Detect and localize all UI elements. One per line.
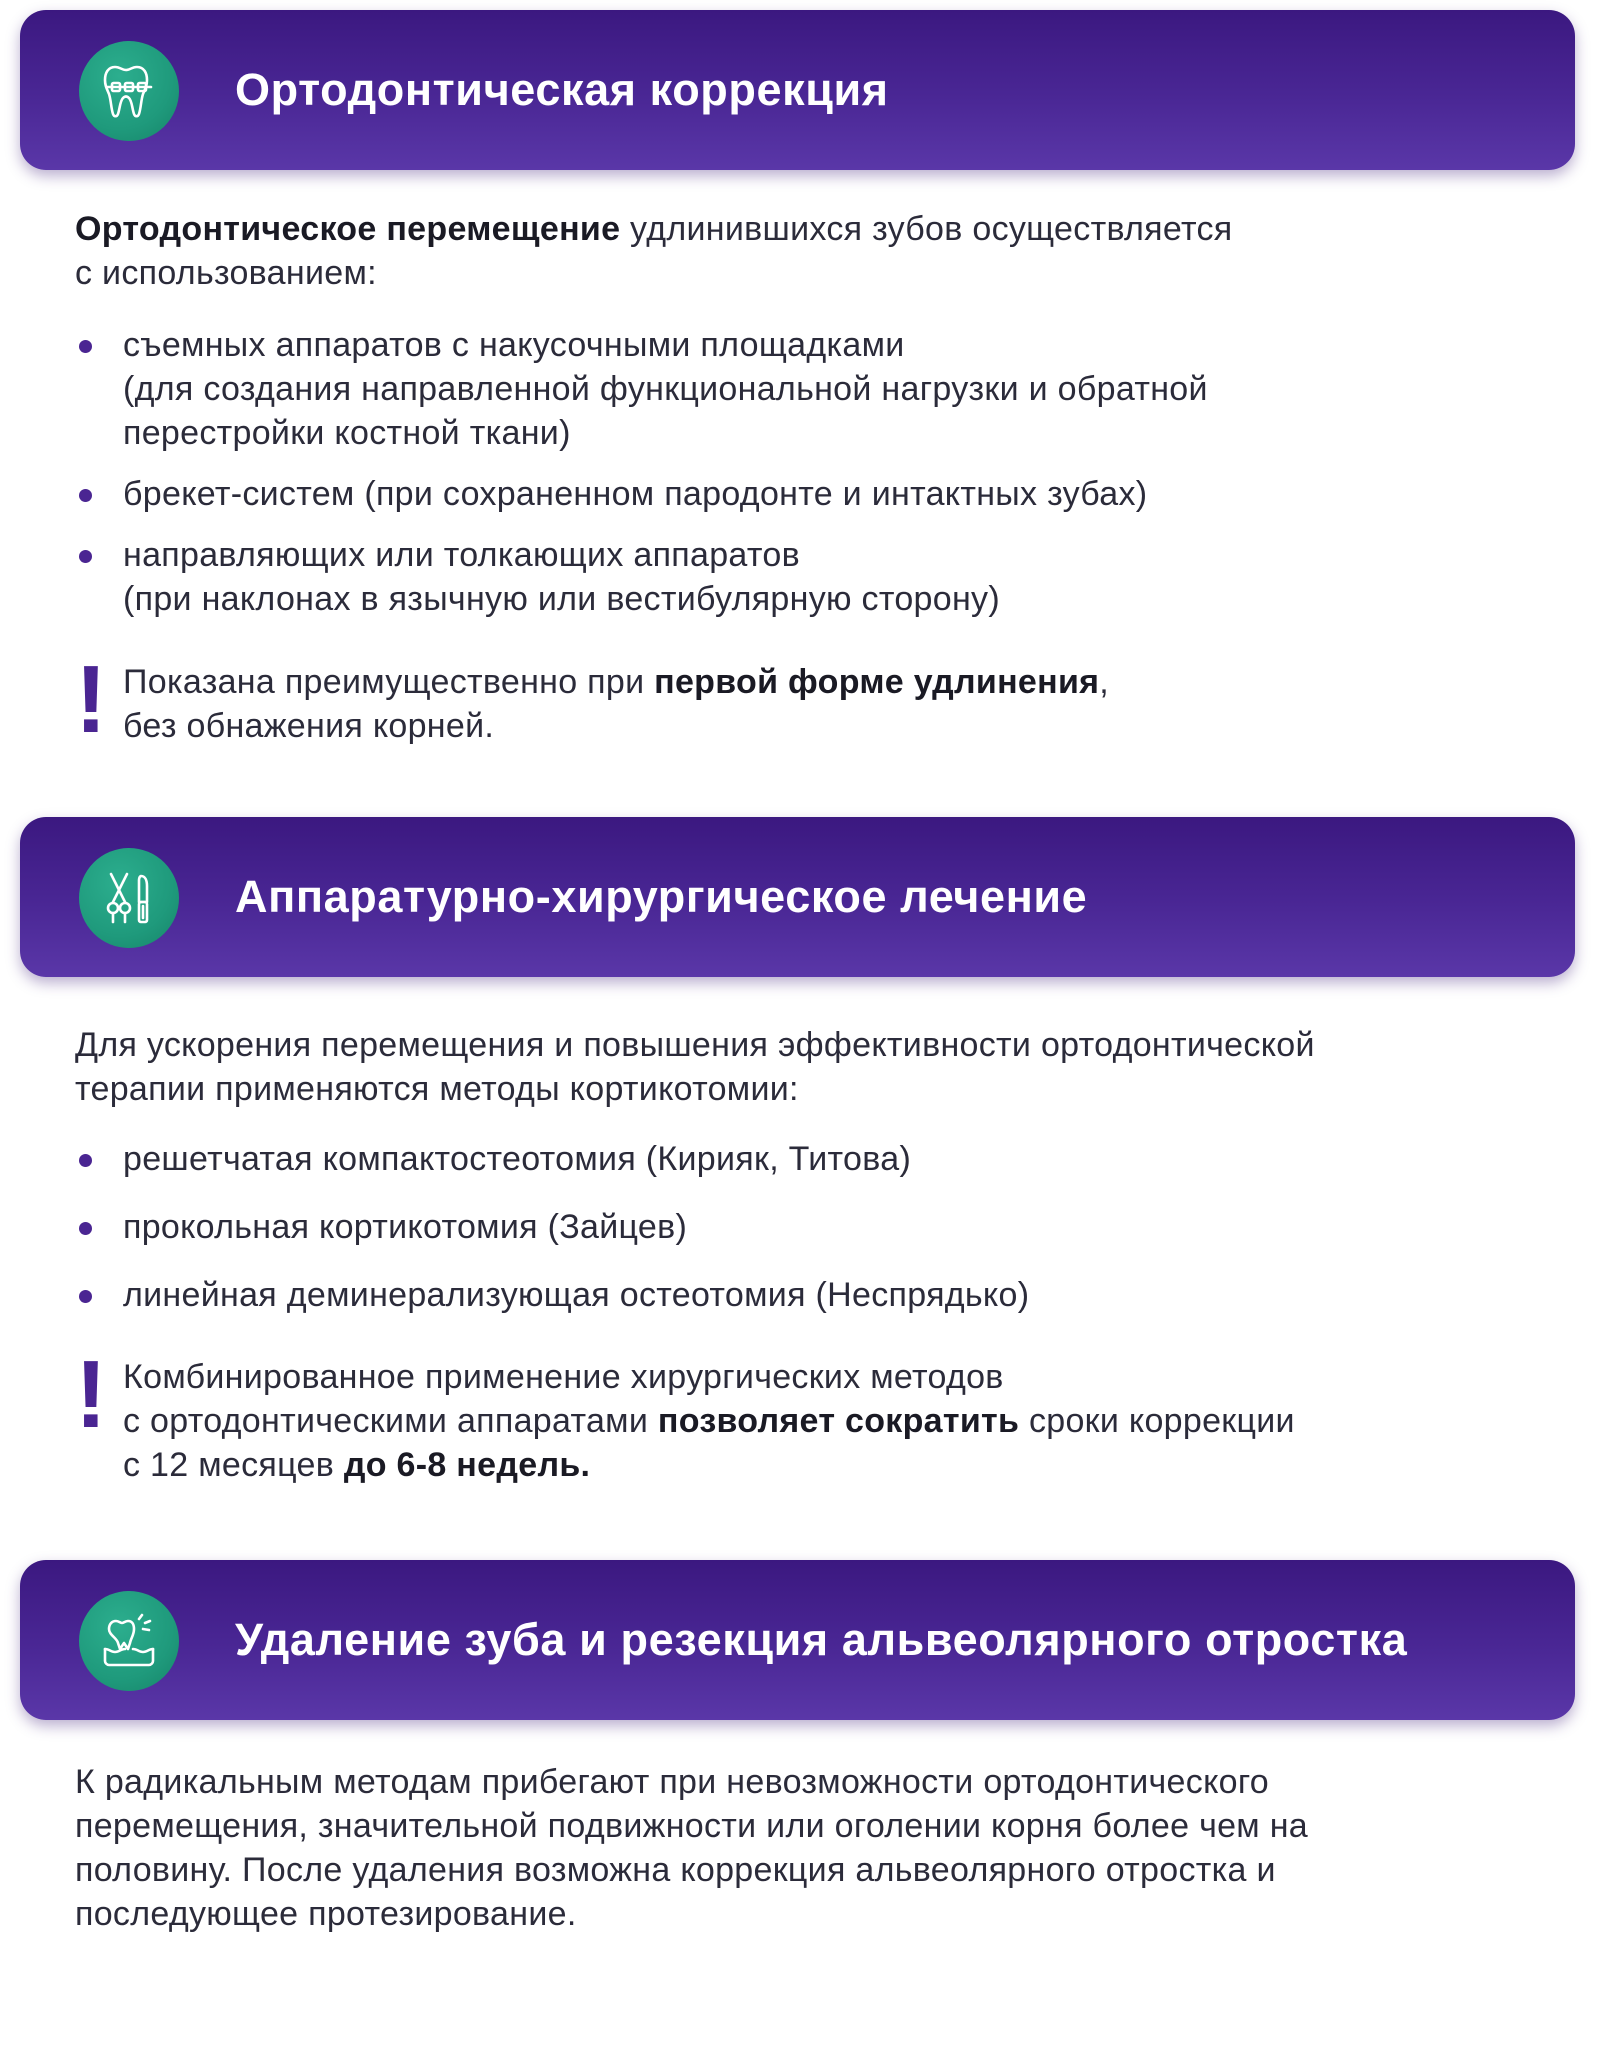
list-item: решетчатая компактостеотомия (Кирияк, Титова) xyxy=(75,1137,1535,1181)
bullet-dot-icon xyxy=(79,1154,92,1167)
list-item: съемных аппаратов с накусочными площадками (для создания направленной функциональной нагрузки и обратной перестройки костной ткани) xyxy=(75,323,1535,455)
section-title: Удаление зуба и резекция альвеолярного отростка xyxy=(235,1614,1408,1665)
exclamation-icon: ! xyxy=(75,1341,107,1448)
section-title: Ортодонтическая коррекция xyxy=(235,64,889,115)
method-list xyxy=(75,1137,1535,1317)
bullet-dot-icon xyxy=(79,489,92,502)
exclamation-icon: ! xyxy=(75,646,107,753)
intro-rest: удлинившихся зубов осуществляется xyxy=(620,210,1233,248)
body-paragraph: К радикальным методам прибегают при невозможности ортодонтического перемещения, значительной подвижности или оголении корня более чем на половину. После удаления возможна коррекция альвеолярного отростка и последующее протезирование. xyxy=(75,1763,1309,1933)
note-block xyxy=(75,1341,1535,1487)
note-text: Комбинированное применение хирургических методов с ортодонтическими аппаратами позволяет сократить сроки коррекции с 12 месяцев до 6-8 недель. xyxy=(123,1358,1295,1484)
section-header-extraction xyxy=(20,1560,1575,1720)
section-header-surgical xyxy=(20,817,1575,977)
intro-paragraph: Для ускорения перемещения и повышения эффективности ортодонтической терапии применяются методы кортикотомии: xyxy=(75,1026,1315,1108)
intro-paragraph xyxy=(75,207,1535,295)
note-text: Показана преимущественно при первой форме удлинения, без обнажения корней. xyxy=(123,663,1110,745)
tooth-extraction-icon xyxy=(79,1591,179,1691)
bullet-dot-icon xyxy=(79,340,92,353)
tooth-braces-icon xyxy=(79,41,179,141)
intro-line2: с использованием: xyxy=(75,254,377,292)
note-block xyxy=(75,646,1535,753)
bullet-dot-icon xyxy=(79,1222,92,1235)
bullet-dot-icon xyxy=(79,550,92,563)
bullet-dot-icon xyxy=(79,1290,92,1303)
surgical-tools-icon xyxy=(79,848,179,948)
list-item: брекет-систем (при сохраненном пародонте и интактных зубах) xyxy=(75,472,1535,516)
intro-bold: Ортодонтическое перемещение xyxy=(75,210,621,248)
section-title: Аппаратурно-хирургическое лечение xyxy=(235,871,1088,922)
method-list xyxy=(75,323,1535,621)
list-item: направляющих или толкающих аппаратов (при наклонах в язычную или вестибулярную сторону) xyxy=(75,533,1535,621)
list-item: прокольная кортикотомия (Зайцев) xyxy=(75,1205,1535,1249)
list-item: линейная деминерализующая остеотомия (Неспрядько) xyxy=(75,1273,1535,1317)
section-header-orthodontic xyxy=(20,10,1575,170)
